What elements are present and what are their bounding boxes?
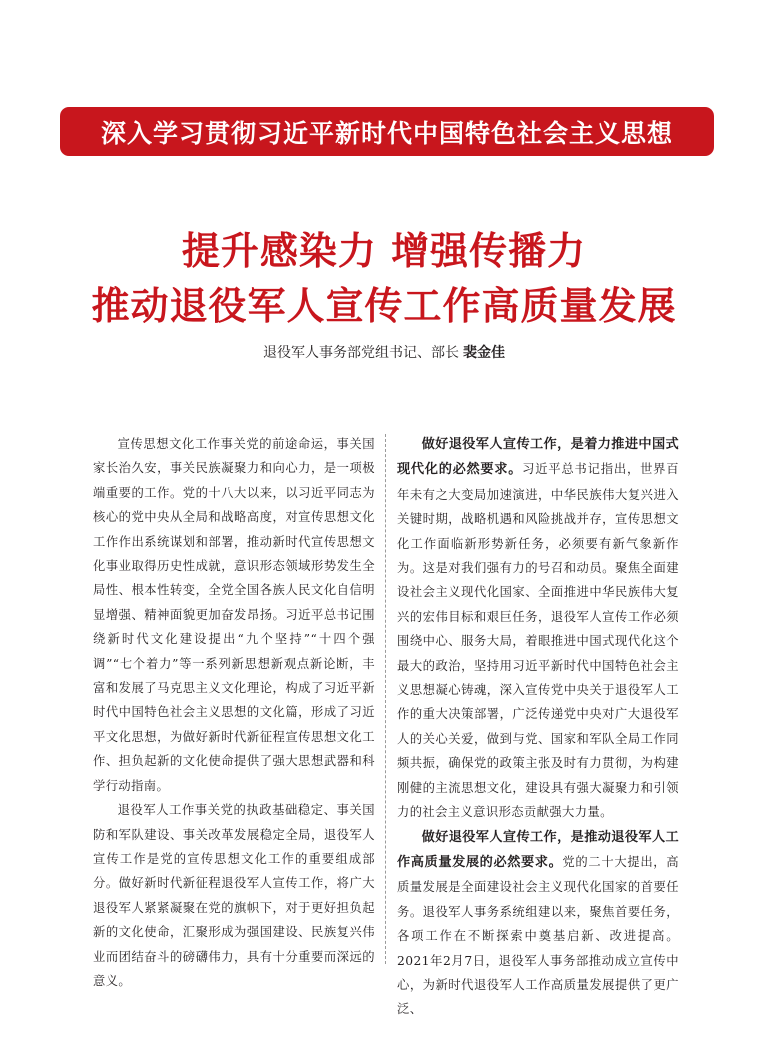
byline-role: 退役军人事务部党组书记、部长 [263,345,459,361]
article-title-line-2: 推动退役军人宣传工作高质量发展 [91,284,677,328]
byline [0,342,768,362]
right-column [397,432,679,1022]
section-banner [60,107,714,156]
paragraph-lead: 做好退役军人宣传工作，是推动退役军人工作高质量发展的必然要求。 [397,829,679,870]
paragraph-text: 党的二十大提出，高质量发展是全面建设社会主义现代化国家的首要任务。退役军人事务系统组建以来，聚焦首要任务，各项工作在不断探索中奠基启新、改进提高。2021年2月7日，退役军人事务部推动成立宣传中心，为新时代退役军人工作高质量发展提供了更广泛、 [397,854,679,1017]
column-divider [385,434,386,964]
left-column [93,432,375,993]
article-title-line-1: 提升感染力 增强传播力 [181,229,587,273]
body-paragraph: 退役军人工作事关党的执政基础稳定、事关国防和军队建设、事关改革发展稳定全局，退役军人宣传工作是党的宣传思想文化工作的重要组成部分。做好新时代新征程退役军人宣传工作，将广大退役军人紧紧凝聚在党的旗帜下，对于更好担负起新的文化使命，汇聚形成为强国建设、民族复兴伟业而团结奋斗的磅礴伟力，具有十分重要而深远的意义。 [93,803,375,988]
byline-author: 裴金佳 [463,345,505,361]
body-paragraph [397,825,679,1022]
body-paragraph: 宣传思想文化工作事关党的前途命运，事关国家长治久安，事关民族凝聚力和向心力，是一项极端重要的工作。党的十八大以来，以习近平同志为核心的党中央从全局和战略高度，对宣传思想文化工作作出系统谋划和部署，推动新时代宣传思想文化事业取得历史性成就，意识形态领域形势发生全局性、根本性转变，全党全国各族人民文化自信明显增强、精神面貌更加奋发昂扬。习近平总书记围绕新时代文化建设提出“九个坚持”“十四个强调”“七个着力”等一系列新思想新观点新论断，丰富和发展了马克思主义文化理论，构成了习近平新时代中国特色社会主义思想的文化篇，形成了习近平文化思想，为做好新时代新征程宣传思想文化工作、担负起新的文化使命提供了强大思想武器和科学行动指南。 [93,437,375,793]
body-paragraph [397,432,679,825]
paragraph-lead: 做好退役军人宣传工作，是着力推进中国式现代化的必然要求。 [397,437,679,478]
banner-title: 深入学习贯彻习近平新时代中国特色社会主义思想 [100,118,673,148]
paragraph-text: 习近平总书记指出，世界百年未有之大变局加速演进，中华民族伟大复兴进入关键时期，战略机遇和风险挑战并存，宣传思想文化工作面临新形势新任务，必须要有新气象新作为。这是对我们强有力的号召和动员。聚焦全面建设社会主义现代化国家、全面推进中华民族伟大复兴的宏伟目标和艰巨任务，退役军人宣传工作必须围绕中心、服务大局，着眼推进中国式现代化这个最大的政治，坚持用习近平新时代中国特色社会主义思想凝心铸魂，深入宣传党中央关于退役军人工作的重大决策部署，广泛传递党中央对广大退役军人的关心关爱，做到与党、国家和军队全局工作同频共振，确保党的政策主张及时有力贯彻，为构建刚健的主流思想文化，建设具有强大凝聚力和引领力的社会主义意识形态贡献强大力量。 [397,462,679,820]
